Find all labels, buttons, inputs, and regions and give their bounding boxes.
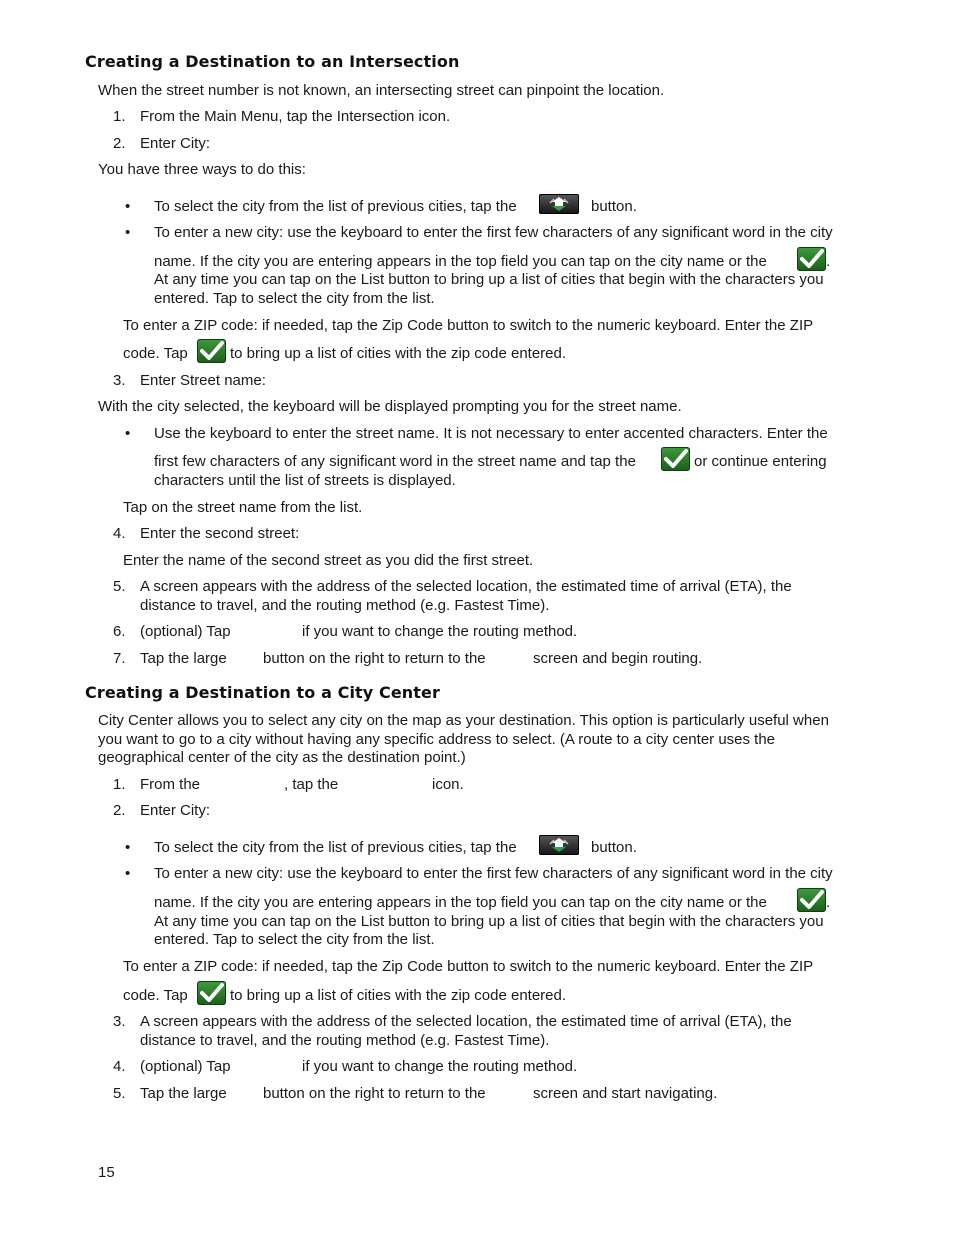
checkmark-button-icon[interactable] (797, 247, 826, 271)
bullet-text: button. (591, 198, 637, 215)
step-text: From the Main Menu, tap the Intersection icon. (140, 108, 451, 125)
step-text: Tap the large (140, 1085, 227, 1102)
checkmark-button-icon[interactable] (797, 888, 826, 912)
bullet-text: first few characters of any significant word in the street name and tap the (154, 453, 636, 470)
step-number: 3. (113, 1013, 126, 1030)
step-number: 4. (113, 1058, 126, 1075)
paragraph-text: you want to go to a city without having any specific address to select. (A route to a city center uses the (98, 731, 776, 748)
bullet-text: characters until the list of streets is displayed. (154, 472, 456, 489)
bullet-text: entered. Tap to select the city from the list. (154, 290, 435, 307)
page-number: 15 (98, 1164, 115, 1181)
paragraph-text: Enter the name of the second street as you did the first street. (123, 552, 534, 569)
paragraph-text: Tap on the street name from the list. (123, 499, 363, 516)
bullet-text: . (826, 253, 831, 270)
step-number: 7. (113, 650, 126, 667)
paragraph-text: code. Tap (123, 345, 188, 362)
bullet-text: To enter a new city: use the keyboard to enter the first few characters of any significant word in the city (154, 865, 833, 882)
bullet-text: To select the city from the list of previous cities, tap the (154, 839, 517, 856)
step-number: 1. (113, 776, 126, 793)
bullet-glyph: • (125, 198, 131, 215)
section-heading-intersection: Creating a Destination to an Intersection (85, 52, 460, 71)
checkmark-button-icon[interactable] (661, 447, 690, 471)
bullet-text: At any time you can tap on the List button to bring up a list of cities that begin with the characters you (154, 913, 824, 930)
bullet-glyph: • (125, 865, 131, 882)
bullet-glyph: • (125, 224, 131, 241)
bullet-text: button. (591, 839, 637, 856)
bullet-text: To enter a new city: use the keyboard to enter the first few characters of any significant word in the city (154, 224, 833, 241)
step-number: 3. (113, 372, 126, 389)
step-text: screen and begin routing. (533, 650, 703, 667)
paragraph-text: To enter a ZIP code: if needed, tap the Zip Code button to switch to the numeric keyboard. Enter the ZIP (123, 958, 814, 975)
step-text: (optional) Tap (140, 1058, 231, 1075)
bullet-text: Use the keyboard to enter the street name. It is not necessary to enter accented characters. Enter the (154, 425, 828, 442)
step-text: screen and start navigating. (533, 1085, 718, 1102)
bullet-text: At any time you can tap on the List button to bring up a list of cities that begin with the characters you (154, 271, 824, 288)
previous-cities-button-icon[interactable] (539, 835, 579, 855)
step-text: Enter City: (140, 802, 211, 819)
paragraph-text: code. Tap (123, 987, 188, 1004)
step-number: 4. (113, 525, 126, 542)
step-text: if you want to change the routing method. (302, 1058, 578, 1075)
intro-text: When the street number is not known, an intersecting street can pinpoint the location. (98, 82, 665, 99)
paragraph-text: You have three ways to do this: (98, 161, 306, 178)
step-number: 5. (113, 1085, 126, 1102)
bullet-text: entered. Tap to select the city from the list. (154, 931, 435, 948)
bullet-text: or continue entering (694, 453, 827, 470)
step-text: Enter City: (140, 135, 211, 152)
step-text: , tap the (284, 776, 339, 793)
step-number: 6. (113, 623, 126, 640)
step-text: button on the right to return to the (263, 1085, 486, 1102)
bullet-text: name. If the city you are entering appears in the top field you can tap on the city name or the (154, 253, 767, 270)
paragraph-text: To enter a ZIP code: if needed, tap the Zip Code button to switch to the numeric keyboard. Enter the ZIP (123, 317, 814, 334)
bullet-text: To select the city from the list of previous cities, tap the (154, 198, 517, 215)
paragraph-text: to bring up a list of cities with the zip code entered. (230, 345, 567, 362)
step-text: A screen appears with the address of the selected location, the estimated time of arrival (ETA), the (140, 1013, 792, 1030)
step-number: 2. (113, 802, 126, 819)
step-number: 2. (113, 135, 126, 152)
paragraph-text: City Center allows you to select any city on the map as your destination. This option is particularly useful when (98, 712, 829, 729)
section-heading-city-center: Creating a Destination to a City Center (85, 683, 440, 702)
checkmark-button-icon[interactable] (197, 339, 226, 363)
previous-cities-button-icon[interactable] (539, 194, 579, 214)
step-text: icon. (432, 776, 464, 793)
bullet-text: . (826, 894, 831, 911)
step-text: button on the right to return to the (263, 650, 486, 667)
step-text: if you want to change the routing method. (302, 623, 578, 640)
step-text: distance to travel, and the routing method (e.g. Fastest Time). (140, 597, 550, 614)
step-number: 5. (113, 578, 126, 595)
paragraph-text: With the city selected, the keyboard will be displayed prompting you for the street name. (98, 398, 682, 415)
step-text: A screen appears with the address of the selected location, the estimated time of arrival (ETA), the (140, 578, 792, 595)
step-text: (optional) Tap (140, 623, 231, 640)
checkmark-button-icon[interactable] (197, 981, 226, 1005)
paragraph-text: geographical center of the city as the destination point.) (98, 749, 466, 766)
bullet-text: name. If the city you are entering appears in the top field you can tap on the city name or the (154, 894, 767, 911)
bullet-glyph: • (125, 839, 131, 856)
bullet-glyph: • (125, 425, 131, 442)
step-text: Enter the second street: (140, 525, 300, 542)
paragraph-text: to bring up a list of cities with the zip code entered. (230, 987, 567, 1004)
step-text: distance to travel, and the routing method (e.g. Fastest Time). (140, 1032, 550, 1049)
step-text: Tap the large (140, 650, 227, 667)
step-text: From the (140, 776, 201, 793)
step-text: Enter Street name: (140, 372, 266, 389)
step-number: 1. (113, 108, 126, 125)
